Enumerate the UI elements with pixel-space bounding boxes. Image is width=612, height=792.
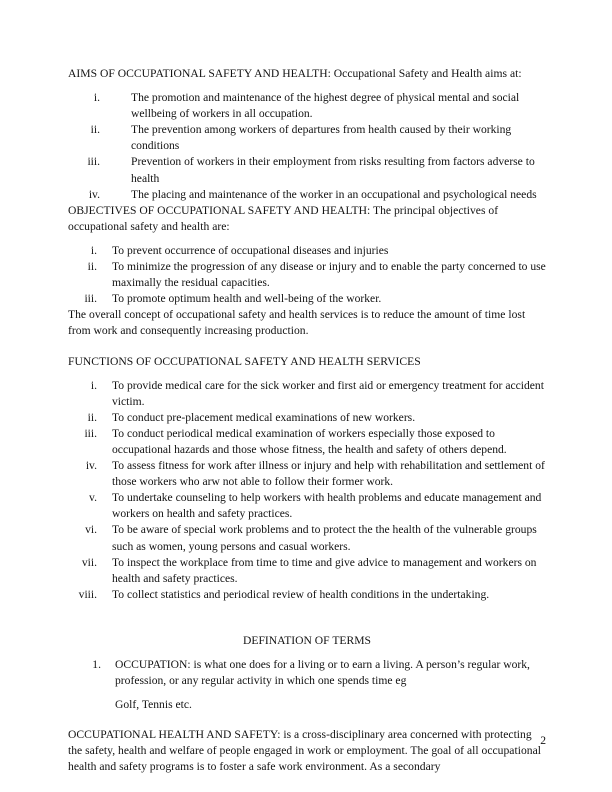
page-number: 2 [540, 734, 546, 747]
list-item-text: To assess fitness for work after illness or injury and help with rehabilitation and settlement of those workers who arw not able to follow their former work. [112, 459, 545, 489]
spacer [68, 689, 546, 697]
list-marker: iii. [84, 426, 97, 440]
page-content [68, 66, 546, 776]
list-marker: ii. [87, 410, 97, 424]
list-marker: iv. [88, 187, 100, 201]
spacer [68, 340, 546, 354]
list-item-text: The prevention among workers of departures from health caused by their working conditions [131, 123, 512, 153]
objectives-heading: OBJECTIVES OF OCCUPATIONAL SAFETY AND HEALTH: The principal objectives of occupational safety and health are: [68, 203, 499, 233]
list-item [68, 187, 546, 203]
list-item [68, 410, 546, 426]
list-item-text: To provide medical care for the sick worker and first aid or emergency treatment for accident victim. [112, 378, 544, 408]
spacer [68, 713, 546, 727]
definitions-list [68, 657, 546, 689]
list-item [68, 426, 546, 458]
list-item [68, 291, 546, 307]
list-item-text: To collect statistics and periodical review of health conditions in the undertaking. [112, 587, 490, 601]
list-item-text: OCCUPATION: is what one does for a living or to earn a living. A person’s regular work, profession, or any regular activity in which one spends time eg [115, 658, 530, 688]
list-item [68, 122, 546, 154]
list-item-text: To be aware of special work problems and to protect the the health of the vulnerable groups such as women, young persons and casual workers. [112, 523, 537, 553]
list-marker: i. [90, 378, 97, 392]
list-item [68, 90, 546, 122]
list-item [68, 587, 546, 603]
functions-heading: FUNCTIONS OF OCCUPATIONAL SAFETY AND HEALTH SERVICES [68, 354, 421, 368]
spacer [68, 603, 546, 633]
list-marker: i. [93, 91, 100, 105]
aims-list [68, 90, 546, 203]
functions-list [68, 378, 546, 603]
spacer [68, 82, 546, 90]
spacer [68, 649, 546, 657]
aims-heading: AIMS OF OCCUPATIONAL SAFETY AND HEALTH: Occupational Safety and Health aims at: [68, 67, 522, 80]
list-marker: v. [89, 491, 97, 505]
list-item-text: Prevention of workers in their employment from risks resulting from factors adverse to health [131, 155, 535, 185]
list-item [68, 458, 546, 490]
list-item-text: To undertake counseling to help workers with health problems and educate management and workers on health and safety practices. [112, 491, 542, 521]
list-marker: i. [90, 243, 97, 257]
objectives-closing-paragraph: The overall concept of occupational safety and health services is to reduce the amount of time lost from work and consequently increasing production. [68, 308, 526, 338]
list-item [68, 154, 546, 186]
list-marker: viii. [78, 587, 97, 601]
list-marker: 1. [92, 658, 101, 671]
list-item-text: The promotion and maintenance of the highest degree of physical mental and social wellbeing of workers in all occupation. [131, 91, 520, 121]
list-item-text: To inspect the workplace from time to time and give advice to management and workers on health and safety practices. [112, 555, 537, 585]
list-item [68, 259, 546, 291]
list-item-text: To conduct pre-placement medical examinations of new workers. [112, 410, 416, 424]
list-item-text: To prevent occurrence of occupational diseases and injuries [112, 243, 389, 257]
list-marker: iv. [85, 459, 97, 473]
occupational-health-and-safety-paragraph: OCCUPATIONAL HEALTH AND SAFETY: is a cross-disciplinary area concerned with protecting the safety, health and welfare of people engaged in work or employment. The goal of all occupational health and safety programs is to foster a safe work environment. As a secondary [68, 728, 541, 774]
list-item [68, 378, 546, 410]
list-item-text: To minimize the progression of any disease or injury and to enable the party concerned to use maximally the residual capacities. [112, 260, 546, 290]
list-item [68, 243, 546, 259]
list-marker: iii. [87, 155, 100, 169]
spacer [68, 235, 546, 243]
list-item [68, 522, 546, 554]
list-item-text: To promote optimum health and well-being of the worker. [112, 292, 382, 306]
definitions-continuation: Golf, Tennis etc. [115, 698, 192, 712]
objectives-list [68, 243, 546, 307]
list-marker: ii. [90, 123, 100, 137]
list-item-text: To conduct periodical medical examination of workers especially those exposed to occupational hazards and those whose fitness, the health and safety of others depend. [112, 426, 507, 456]
list-item [68, 490, 546, 522]
list-marker: vii. [81, 555, 97, 569]
list-item [68, 657, 546, 689]
list-marker: ii. [87, 260, 97, 274]
list-item [68, 555, 546, 587]
spacer [68, 370, 546, 378]
list-marker: vi. [85, 523, 97, 537]
definitions-heading: DEFINATION OF TERMS [243, 633, 371, 647]
list-item-text: The placing and maintenance of the worker in an occupational and psychological needs [131, 187, 537, 201]
list-marker: iii. [84, 292, 97, 306]
